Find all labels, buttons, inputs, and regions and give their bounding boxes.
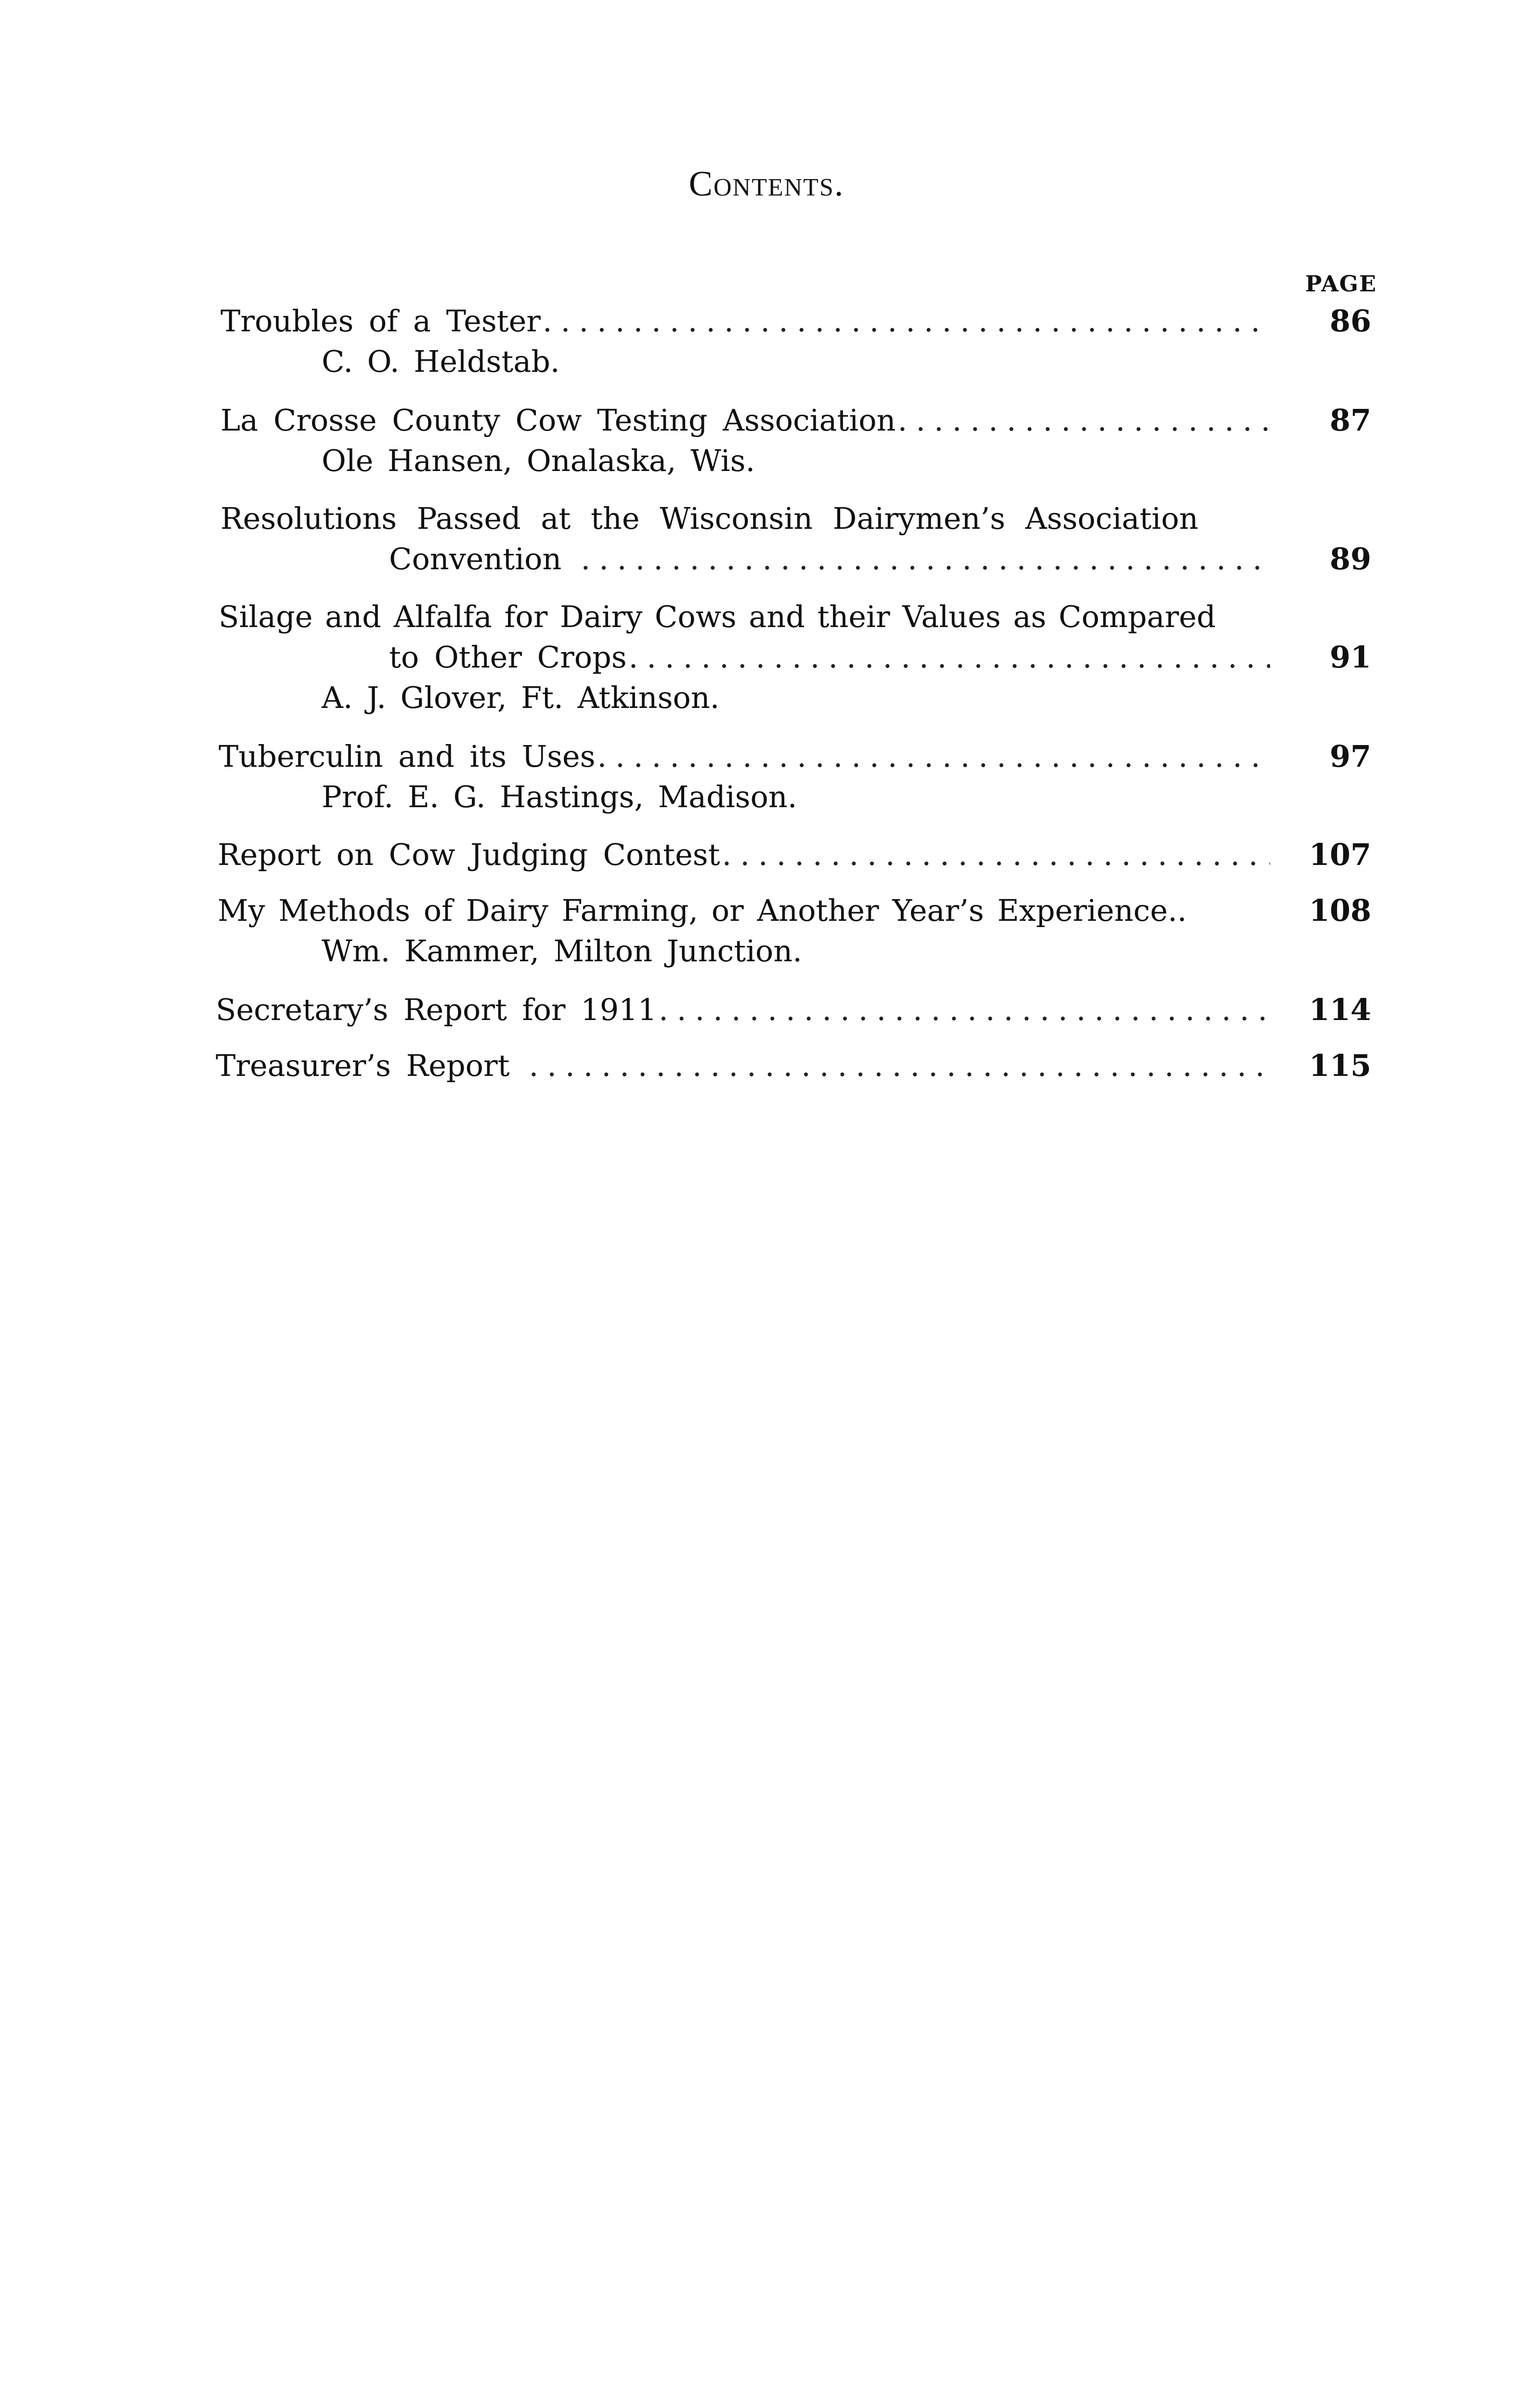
- dot-leader: [722, 833, 1270, 877]
- toc-entry-page: 115: [1309, 1048, 1371, 1083]
- toc-entry-title: Resolutions Passed at the Wisconsin Dairymen’s Association: [221, 501, 1198, 536]
- dot-leader: [659, 988, 1270, 1032]
- toc-entry-line: [216, 1044, 1270, 1087]
- toc-entry-author: A. J. Glover, Ft. Atkinson.: [322, 680, 720, 715]
- dot-leader: [529, 1044, 1270, 1087]
- toc-entry-author: Ole Hansen, Onalaska, Wis.: [322, 443, 755, 478]
- toc-entry-line: [218, 889, 1270, 932]
- toc-entry-line: [218, 833, 1270, 877]
- dot-leader: [543, 300, 1270, 343]
- toc-entry-title-continued: to Other Crops: [389, 640, 627, 675]
- toc-entry-title: Silage and Alfalfa for Dairy Cows and their Values as Compared: [219, 599, 1216, 634]
- toc-entry-author: Wm. Kammer, Milton Junction.: [322, 933, 802, 968]
- dot-leader: [597, 735, 1270, 778]
- toc-entry-title: Report on Cow Judging Contest: [218, 837, 720, 872]
- toc-entry-author: C. O. Heldstab.: [322, 344, 560, 379]
- toc-entry-page: 108: [1309, 893, 1371, 928]
- toc-entry-page: 91: [1329, 640, 1371, 675]
- toc-entry-title: Troubles of a Tester: [221, 303, 541, 339]
- toc-entry-page: 89: [1329, 541, 1371, 576]
- toc-entry-title-continued: Convention: [389, 541, 562, 576]
- toc-entry-line: [219, 735, 1270, 778]
- toc-entry-author: Prof. E. G. Hastings, Madison.: [322, 779, 797, 814]
- toc-entry-line: [221, 300, 1270, 343]
- dot-leader: [897, 399, 1270, 442]
- toc-entry-line-2: [389, 636, 1270, 679]
- toc-entry-title: My Methods of Dairy Farming, or Another Year’s Experience..: [218, 893, 1187, 928]
- toc-entry-title: Tuberculin and its Uses: [219, 739, 596, 774]
- toc-entry-page: 87: [1329, 403, 1371, 438]
- dot-leader: [581, 537, 1270, 581]
- toc-entry-line: [216, 988, 1270, 1032]
- toc-entry-page: 107: [1309, 837, 1371, 872]
- toc-entry-page: 97: [1329, 739, 1371, 774]
- toc-entry-line-1: [219, 595, 1268, 639]
- page-column-label: PAGE: [1305, 271, 1377, 297]
- toc-entry-title: Secretary’s Report for 1911: [216, 992, 657, 1027]
- toc-entry-page: 114: [1309, 992, 1371, 1027]
- toc-entry-title: Treasurer’s Report: [216, 1048, 510, 1083]
- toc-entry-line-1: [221, 497, 1270, 540]
- table-of-contents: [216, 0, 1371, 2408]
- toc-entry-line-2: [389, 537, 1270, 581]
- page-title: Contents.: [689, 164, 844, 204]
- toc-entry-line: [221, 399, 1270, 442]
- dot-leader: [629, 636, 1270, 679]
- toc-entry-title: La Crosse County Cow Testing Association: [221, 403, 896, 438]
- toc-entry-page: 86: [1329, 303, 1371, 339]
